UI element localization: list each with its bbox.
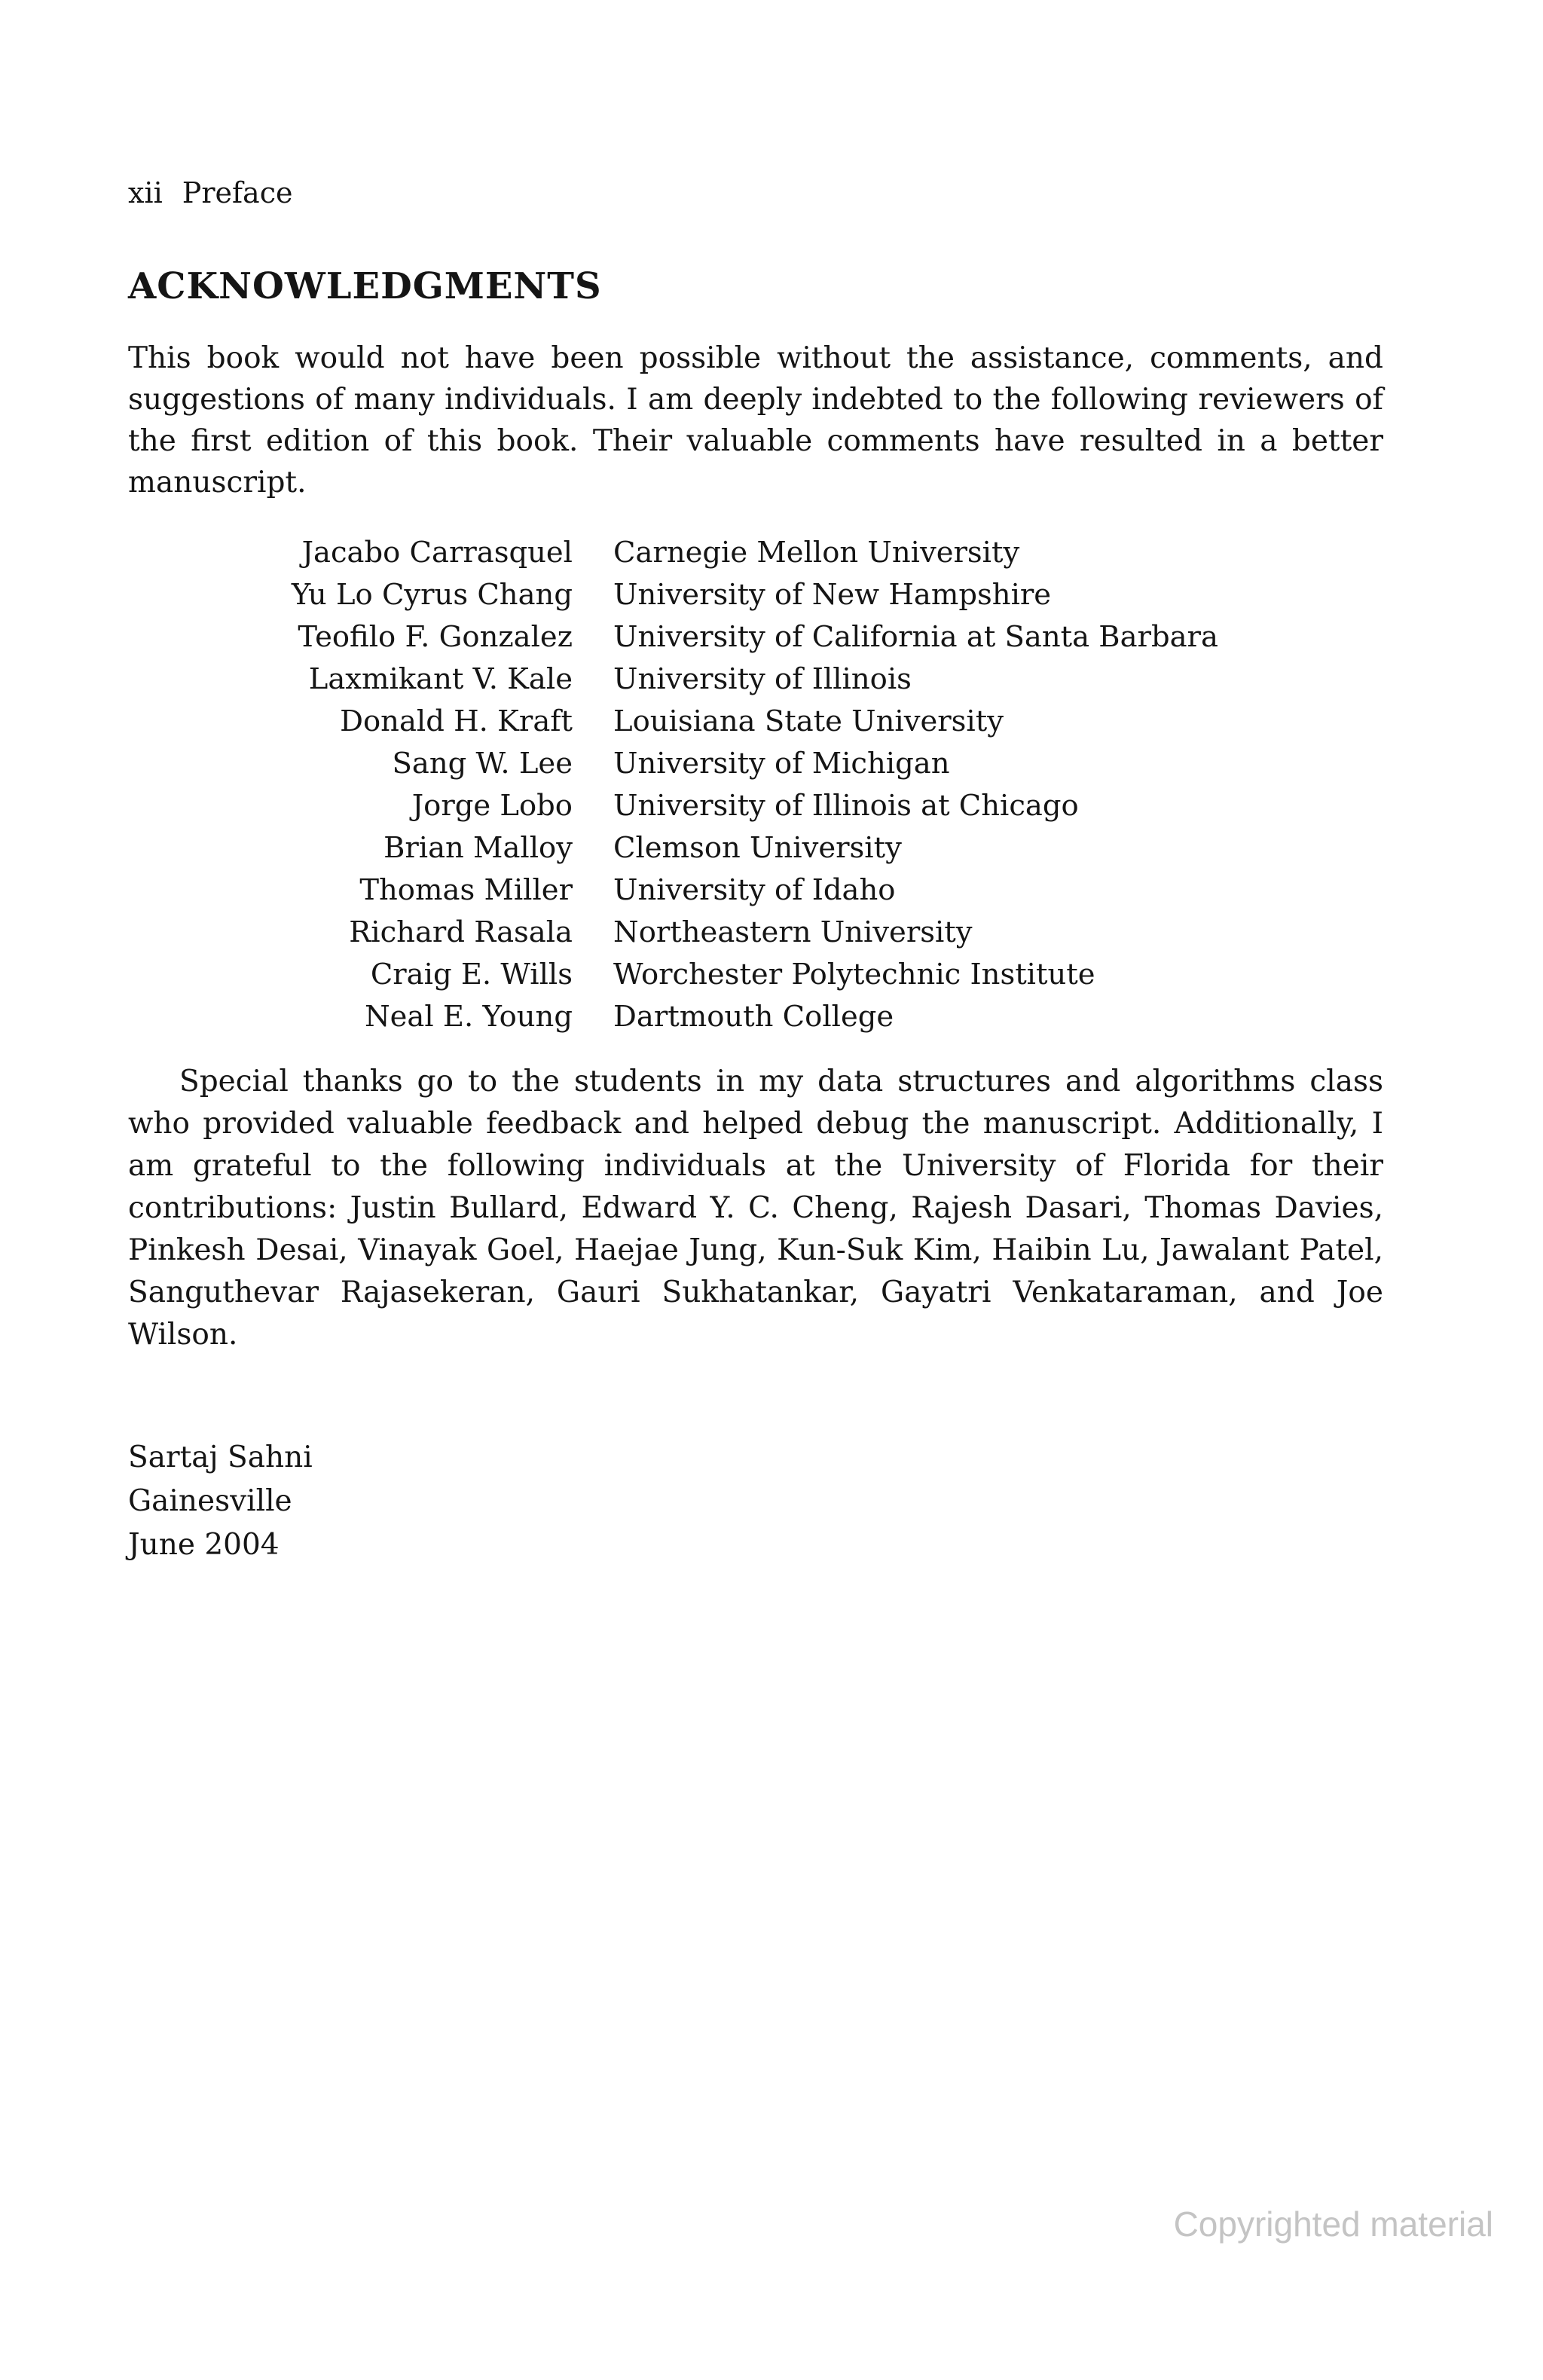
section-title: ACKNOWLEDGMENTS <box>128 265 602 307</box>
reviewer-row <box>128 574 1383 616</box>
author-name: Sartaj Sahni <box>128 1441 313 1474</box>
reviewer-name: Richard Rasala <box>349 915 573 949</box>
reviewer-row <box>128 658 1383 701</box>
reviewer-row <box>128 743 1383 785</box>
reviewer-affiliation: Clemson University <box>613 831 902 865</box>
signature-place: Gainesville <box>128 1484 292 1518</box>
running-head <box>128 175 292 211</box>
reviewer-name: Thomas Miller <box>359 873 573 907</box>
reviewer-name: Teofilo F. Gonzalez <box>298 620 573 654</box>
reviewer-name: Craig E. Wills <box>370 958 573 991</box>
reviewer-name: Jacabo Carrasquel <box>301 536 573 570</box>
reviewer-affiliation: Dartmouth College <box>613 1000 894 1034</box>
reviewer-row <box>128 616 1383 658</box>
reviewer-list <box>128 532 1383 1038</box>
reviewer-name: Donald H. Kraft <box>340 704 573 738</box>
reviewer-row <box>128 701 1383 743</box>
reviewer-affiliation: University of Illinois <box>613 662 912 696</box>
reviewer-affiliation: University of Illinois at Chicago <box>613 789 1079 823</box>
reviewer-row <box>128 827 1383 869</box>
reviewer-affiliation: Louisiana State University <box>613 704 1004 738</box>
reviewer-affiliation: Northeastern University <box>613 915 973 949</box>
reviewer-row <box>128 785 1383 827</box>
reviewer-name: Jorge Lobo <box>411 789 573 823</box>
page-number: xii <box>128 176 163 209</box>
reviewer-row <box>128 954 1383 996</box>
reviewer-affiliation: University of New Hampshire <box>613 578 1052 612</box>
reviewer-name: Laxmikant V. Kale <box>308 662 573 696</box>
reviewer-name: Neal E. Young <box>364 1000 573 1034</box>
reviewer-row <box>128 912 1383 954</box>
reviewer-affiliation: Carnegie Mellon University <box>613 536 1020 570</box>
running-head-section: Preface <box>182 176 293 209</box>
intro-paragraph: This book would not have been possible without the assistance, comments, and suggestions of many individuals. I am deeply indebted to the following reviewers of the first edition of this book. Their valuable comments have resulted in a better manuscript. <box>128 341 1383 500</box>
reviewer-affiliation: University of California at Santa Barbara <box>613 620 1218 654</box>
reviewer-name: Brian Malloy <box>383 831 573 865</box>
signature-block <box>128 1436 313 1567</box>
signature-date: June 2004 <box>128 1528 280 1562</box>
reviewer-affiliation: University of Idaho <box>613 873 896 907</box>
reviewer-row <box>128 996 1383 1038</box>
reviewer-affiliation: University of Michigan <box>613 747 950 781</box>
copyright-watermark: Copyrighted material <box>1173 2204 1493 2244</box>
reviewer-name: Yu Lo Cyrus Chang <box>291 578 573 612</box>
reviewer-row <box>128 869 1383 912</box>
reviewer-name: Sang W. Lee <box>392 747 573 781</box>
reviewer-row <box>128 532 1383 574</box>
thanks-paragraph: Special thanks go to the students in my data structures and algorithms class who provided valuable feedback and helped debug the manuscript. Additionally, I am grateful to the following individuals at the University of Florida for their contributions: Justin Bullard, Edward Y. C. Cheng, Rajesh Dasari, Thomas Davies, Pinkesh Desai, Vinayak Goel, Haejae Jung, Kun-Suk Kim, Haibin Lu, Jawalant Patel, Sanguthevar Rajasekeran, Gauri Sukhatankar, Gayatri Venkataraman, and Joe Wilson. <box>128 1065 1383 1352</box>
reviewer-affiliation: Worchester Polytechnic Institute <box>613 958 1095 991</box>
